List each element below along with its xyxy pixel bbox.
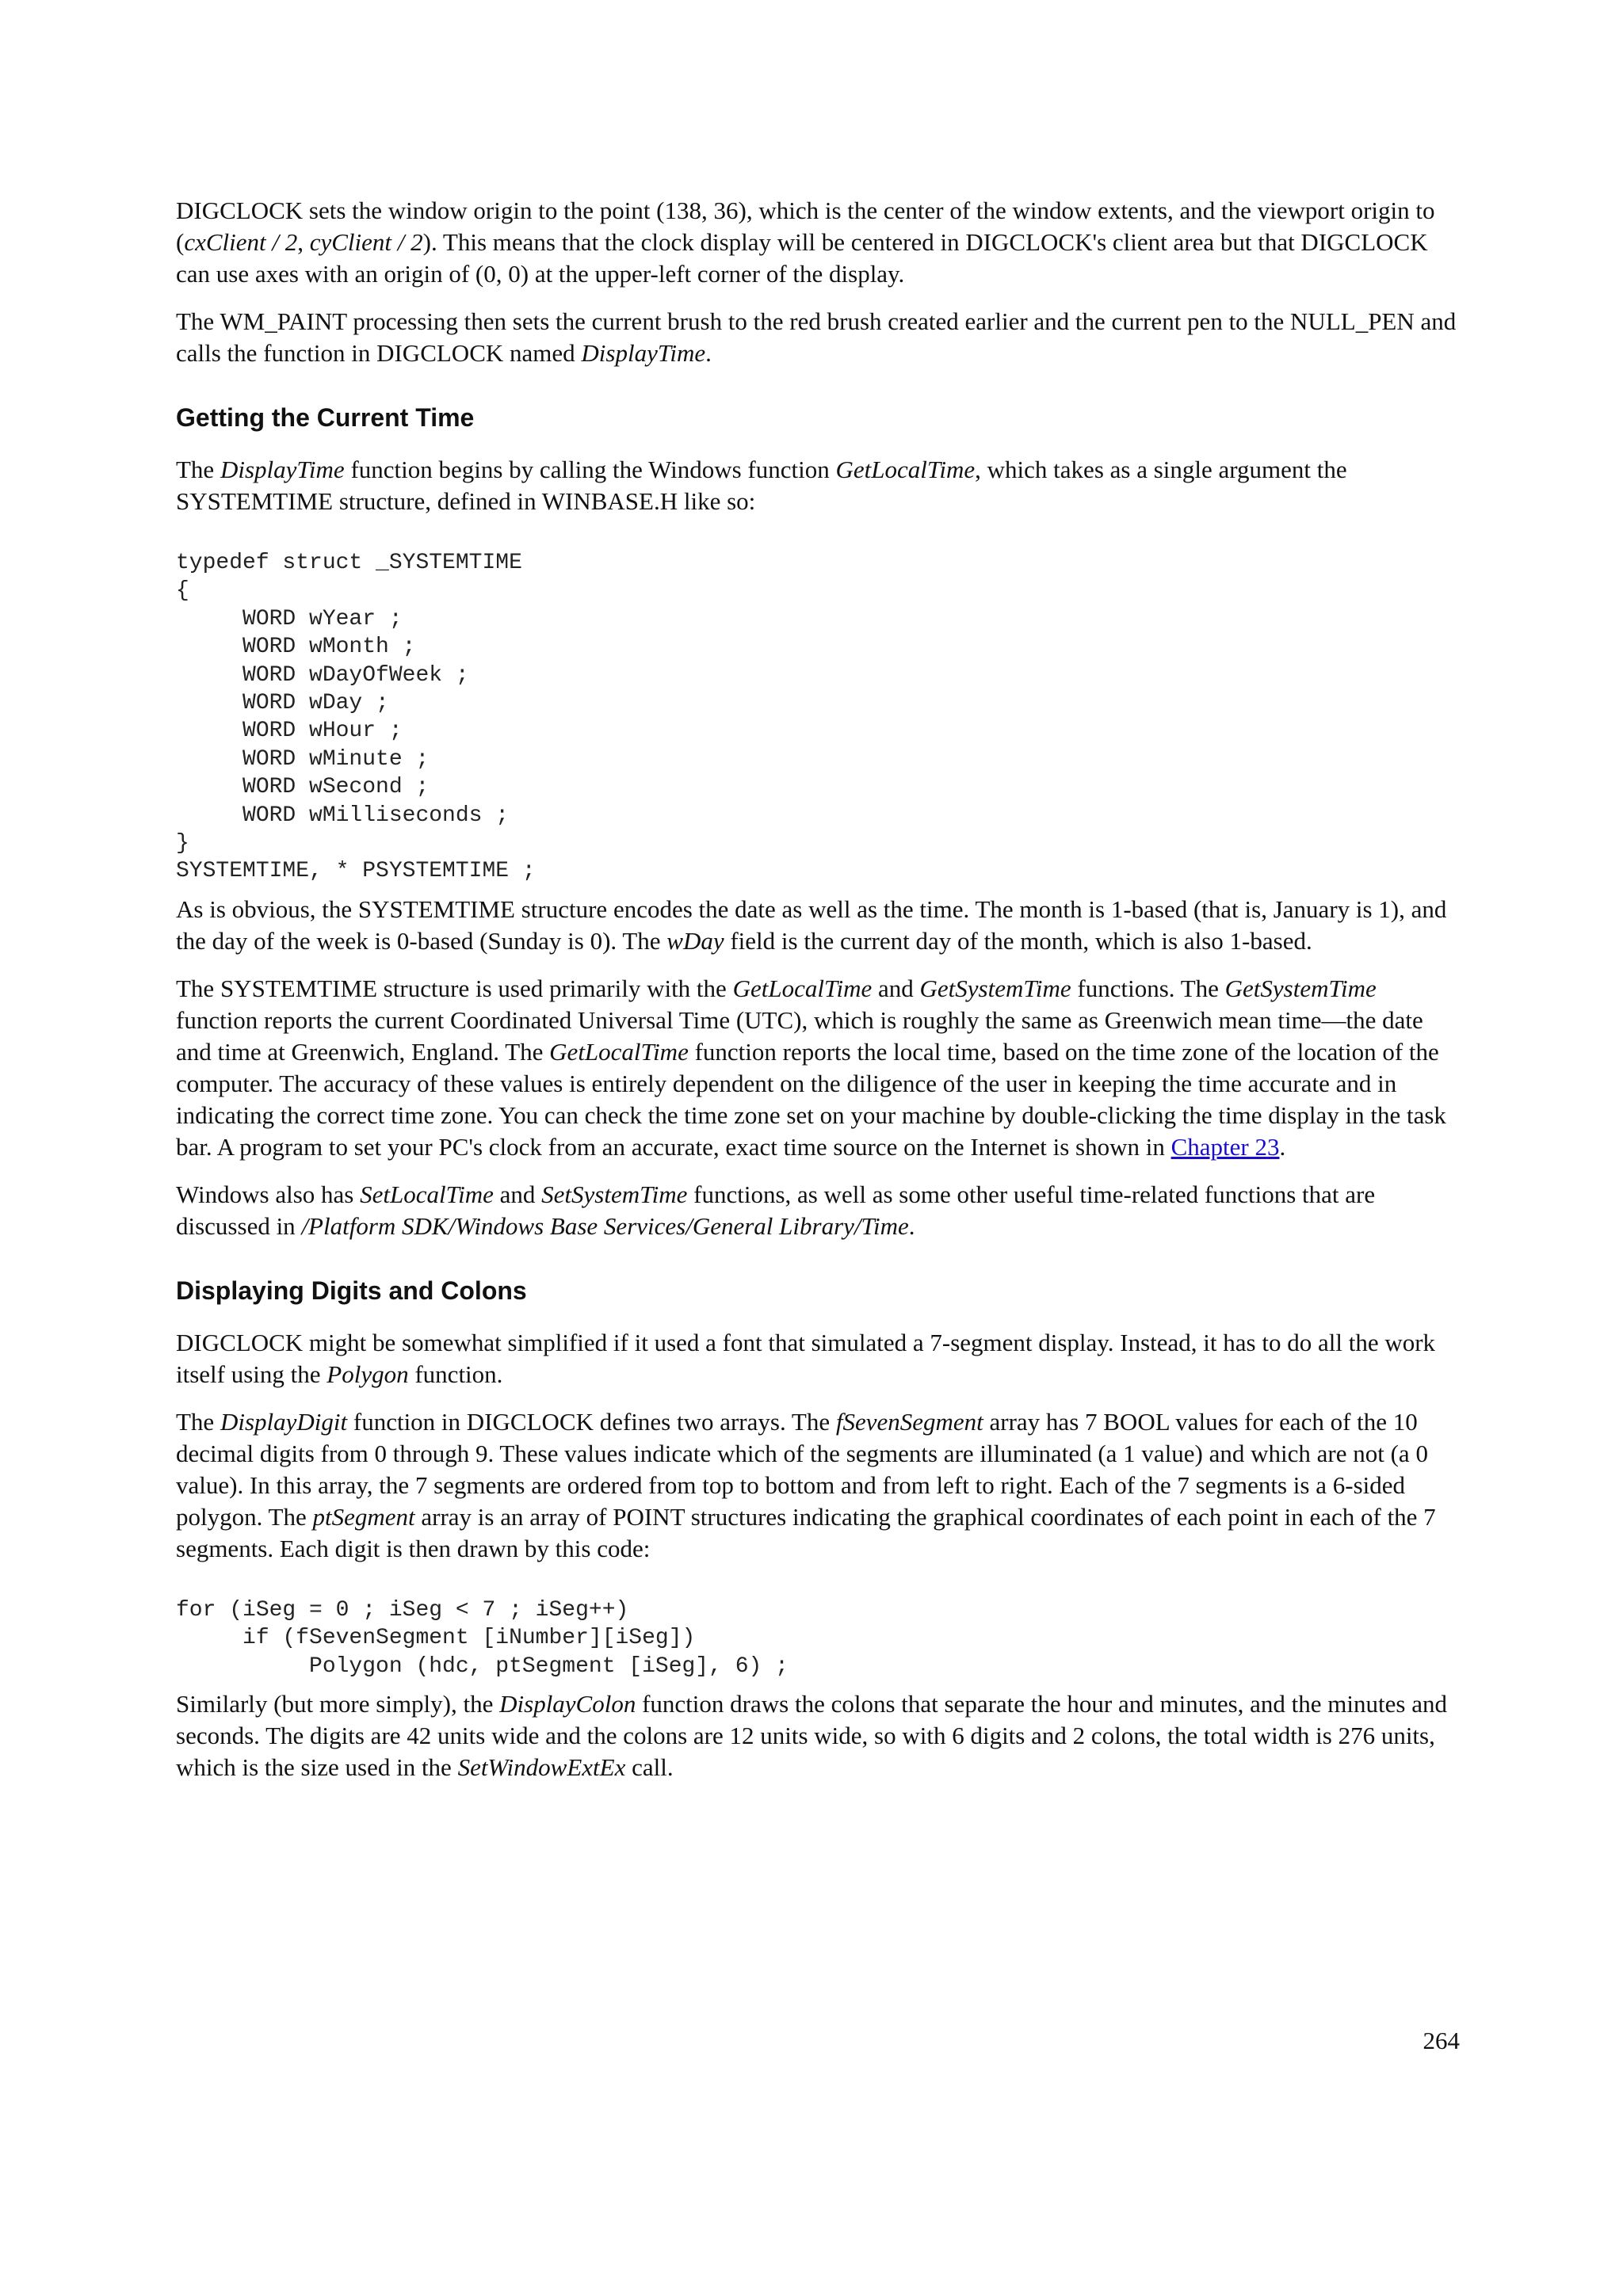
text-span: functions, as well as some other useful time-related functions that are discussed in bbox=[176, 1180, 1376, 1240]
italic-term: Polygon bbox=[327, 1360, 409, 1388]
italic-term: SetWindowExtEx bbox=[457, 1753, 626, 1782]
italic-term: DisplayDigit bbox=[220, 1407, 348, 1436]
text-span: function begins by calling the Windows function bbox=[344, 456, 836, 483]
paragraph-systemtime-encoding bbox=[176, 894, 1460, 957]
document-page bbox=[176, 195, 1460, 1783]
page-number: 264 bbox=[1423, 2027, 1460, 2054]
paragraph-set-time-functions bbox=[176, 1179, 1460, 1242]
text-span: function reports the local time, based on the time zone of the location of the computer. The accuracy of these values is entirely dependent on the diligence of the user in keeping the time accurate and in indicating the correct time zone. You can check the time zone set on your machine by double-clicking the time display in the task bar. A program to set your PC's clock from an accurate, exact time source on the Internet is shown in bbox=[176, 1037, 1446, 1161]
paragraph-wm-paint bbox=[176, 306, 1460, 369]
heading-displaying-digits: Displaying Digits and Colons bbox=[176, 1276, 527, 1305]
italic-term: GetLocalTime bbox=[549, 1037, 689, 1066]
text-span: The bbox=[176, 1407, 220, 1436]
italic-term: GetLocalTime bbox=[732, 974, 873, 1002]
italic-term: SetLocalTime bbox=[360, 1180, 494, 1208]
text-span: array has 7 BOOL values for each of the 10 decimal digits from 0 through 9. These values indicate which of the segments are illuminated (a 1 value) and which are not (a 0 value). In this array, the 7 segments are ordered from top to bottom and from left to right. Each of the 7 segments is a 6-sided polygon. The bbox=[176, 1407, 1428, 1531]
italic-term: ptSegment bbox=[312, 1502, 415, 1531]
paragraph-displaycolon bbox=[176, 1688, 1460, 1783]
text-span: and bbox=[872, 974, 920, 1002]
text-span: . bbox=[1279, 1132, 1286, 1161]
italic-term: SetSystemTime bbox=[541, 1180, 688, 1208]
paragraph-seven-segment-font bbox=[176, 1327, 1460, 1390]
paragraph-window-origin bbox=[176, 195, 1460, 290]
italic-term: DisplayColon bbox=[499, 1690, 636, 1718]
text-span: The bbox=[176, 456, 220, 483]
italic-term: fSevenSegment bbox=[835, 1407, 983, 1436]
text-span: field is the current day of the month, which is also 1-based. bbox=[724, 926, 1312, 955]
code-block-polygon-loop: for (iSeg = 0 ; iSeg < 7 ; iSeg++) if (fSevenSegment [iNumber][iSeg]) Polygon (hdc, ptSegment [iSeg], 6) ; bbox=[176, 1597, 789, 1679]
text-span: . bbox=[908, 1211, 915, 1240]
text-span: Similarly (but more simply), the bbox=[176, 1690, 500, 1718]
paragraph-systemtime-usage bbox=[176, 973, 1460, 1163]
text-span: function reports the current Coordinated Universal Time (UTC), which is roughly the same as Greenwich mean time—the date and time at Greenwich, England. The bbox=[176, 1005, 1423, 1066]
text-span: DIGCLOCK might be somewhat simplified if it used a font that simulated a 7-segment display. Instead, it has to do all the work itself using the bbox=[176, 1328, 1436, 1388]
italic-term: DisplayTime bbox=[220, 456, 345, 483]
text-span: , bbox=[297, 228, 310, 256]
text-span: function draws the colons that separate the hour and minutes, and the minutes and seconds. The digits are 42 units wide and the colons are 12 units wide, so with 6 digits and 2 colons, the total width is 276 units, which is the size used in the bbox=[176, 1690, 1447, 1782]
text-span: DIGCLOCK sets the window origin to the point (138, 36), which is the center of the window extents, and the viewport origin to ( bbox=[176, 196, 1435, 256]
text-span: , which takes as a single argument the SYSTEMTIME structure, defined in WINBASE.H like so: bbox=[176, 456, 1347, 515]
italic-term: /Platform SDK/Windows Base Services/General Library/Time bbox=[301, 1211, 909, 1240]
text-span: call. bbox=[625, 1753, 674, 1782]
text-span: function. bbox=[408, 1360, 503, 1388]
chapter-23-link[interactable]: Chapter 23 bbox=[1170, 1132, 1280, 1161]
italic-term: DisplayTime bbox=[581, 339, 706, 367]
text-span: function in DIGCLOCK defines two arrays. The bbox=[347, 1407, 836, 1436]
italic-term: wDay bbox=[666, 926, 724, 955]
italic-term: GetSystemTime bbox=[919, 974, 1071, 1002]
text-span: The SYSTEMTIME structure is used primarily with the bbox=[176, 974, 733, 1002]
text-span: ). This means that the clock display will be centered in DIGCLOCK's client area but that DIGCLOCK can use axes with an origin of (0, 0) at the upper-left corner of the display. bbox=[176, 228, 1428, 288]
italic-term: GetLocalTime bbox=[835, 456, 976, 483]
text-span: As is obvious, the SYSTEMTIME structure encodes the date as well as the time. The month is 1-based (that is, January is 1), and the day of the week is 0-based (Sunday is 0). The bbox=[176, 894, 1447, 955]
text-span: functions. The bbox=[1071, 974, 1225, 1002]
paragraph-displaytime bbox=[176, 454, 1460, 517]
italic-term: cxClient / 2 bbox=[184, 228, 298, 256]
text-span: array is an array of POINT structures indicating the graphical coordinates of each point in each of the 7 segments. Each digit is then drawn by this code: bbox=[176, 1502, 1436, 1562]
italic-term: cyClient / 2 bbox=[309, 228, 423, 256]
code-block-systemtime: typedef struct _SYSTEMTIME { WORD wYear ; WORD wMonth ; WORD wDayOfWeek ; WORD wDay ; WORD wHour ; WORD wMinute ; WORD wSecond ; WORD wMilliseconds ; } SYSTEMTIME, * PSYSTEMTIME ; bbox=[176, 551, 536, 884]
italic-term: GetSystemTime bbox=[1224, 974, 1377, 1002]
text-span: and bbox=[493, 1180, 542, 1208]
paragraph-displaydigit bbox=[176, 1406, 1460, 1565]
heading-getting-current-time: Getting the Current Time bbox=[176, 403, 475, 432]
text-span: Windows also has bbox=[176, 1180, 361, 1208]
text-span: The WM_PAINT processing then sets the current brush to the red brush created earlier and the current pen to the NULL_PEN and calls the function in DIGCLOCK named bbox=[176, 307, 1457, 367]
text-span: . bbox=[705, 339, 712, 367]
